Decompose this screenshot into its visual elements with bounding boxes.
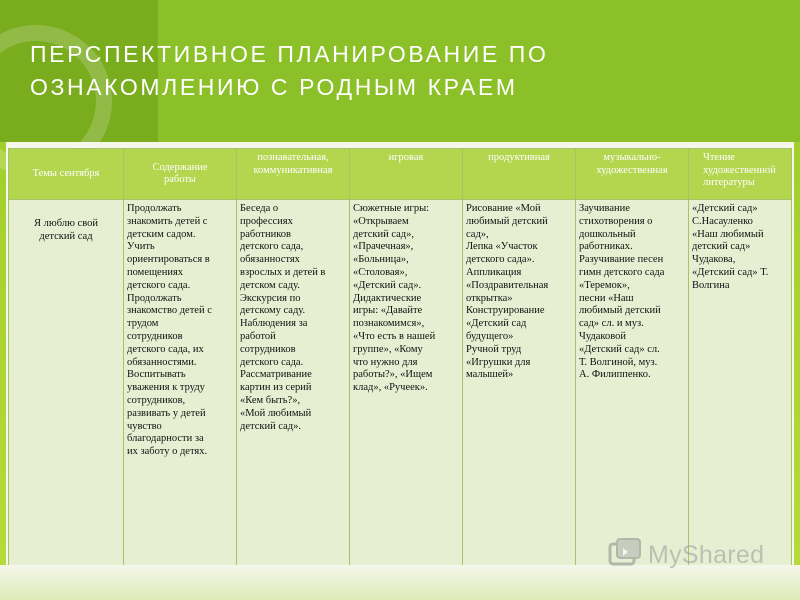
header-topic: Темы сентября	[9, 149, 124, 200]
watermark-text: MyShared	[648, 541, 765, 569]
header-content: Содержание работы	[124, 149, 237, 200]
cell-topic: Я люблю свой детский сад	[9, 200, 124, 577]
cell-productive: Рисование «Мой любимый детский сад», Лепка «Участок детского сада». Аппликация «Поздравительная открытка» Конструирование «Детский сад будущего» Ручной труд «Игрушки для малышей»	[463, 200, 576, 577]
table-header-row	[9, 149, 792, 200]
cell-reading: «Детский сад» С.Насауленко «Наш любимый детский сад» Чудакова, «Детский сад» Т. Волгина	[689, 200, 792, 577]
header-cognitive: познавательная, коммуникативная	[237, 149, 350, 200]
cell-cognitive: Беседа о профессиях работников детского сада, обязанностях взрослых и детей в детском саду. Экскурсия по детскому саду. Наблюдения за работой сотрудников детского сада. Рассматривание картин из серий «Кем быть?», «Мой любимый детский сад».	[237, 200, 350, 577]
cell-game: Сюжетные игры: «Открываем детский сад», «Прачечная», «Больница», «Столовая», «Детский сад». Дидактические игры: «Давайте познакомимся», «Что есть в нашей группе», «Кому что нужно для работы?», «Ищем клад», «Ручеек».	[350, 200, 463, 577]
header-game: игровая	[350, 149, 463, 200]
slide-title: ПЕРСПЕКТИВНОЕ ПЛАНИРОВАНИЕ ПО ОЗНАКОМЛЕНИЮ С РОДНЫМ КРАЕМ	[30, 41, 549, 100]
header-music: музыкально- художественная	[576, 149, 689, 200]
table-row	[9, 200, 792, 577]
cell-content: Продолжать знакомить детей с детским садом. Учить ориентироваться в помещениях детского сада. Продолжать знакомство детей с трудом сотрудников детского сада, их обязанностями. Воспитывать уважения к труду сотрудников, развивать у детей чувство благодарности за их заботу о детях.	[124, 200, 237, 577]
planning-table	[8, 148, 792, 577]
header-reading: Чтение художественной литературы	[689, 149, 792, 200]
watermark	[608, 536, 764, 575]
title-bar	[0, 0, 800, 142]
cell-music: Заучивание стихотворения о дошкольный работниках. Разучивание песен гимн детского сада «Теремок», песни «Наш любимый детский сад» сл. и муз. Чудаковой «Детский сад» сл. Т. Волгиной, муз. А. Филиппенко.	[576, 200, 689, 577]
myshared-logo-icon	[608, 536, 642, 575]
header-productive: продуктивная	[463, 149, 576, 200]
